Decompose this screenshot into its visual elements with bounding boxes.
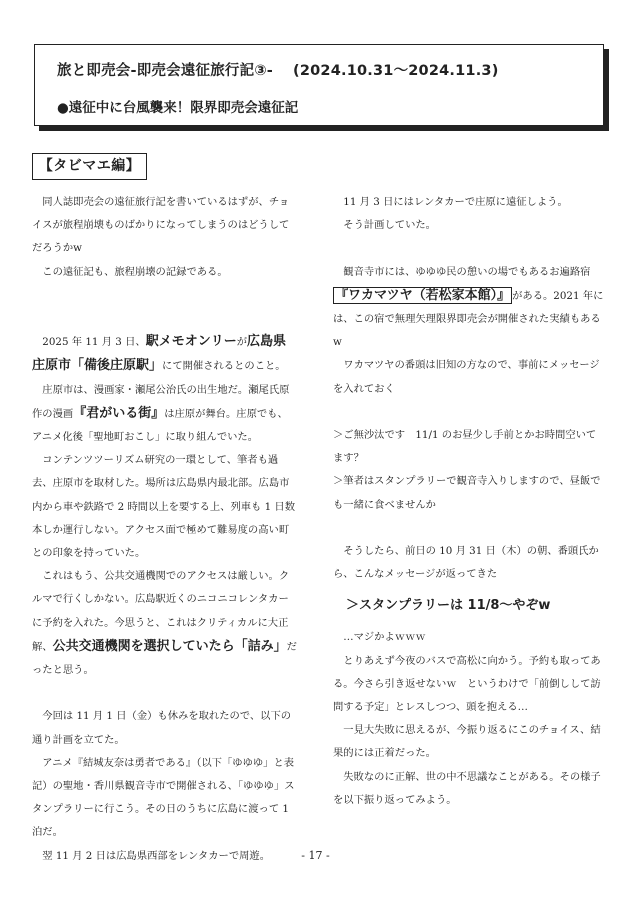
title-dates: (2024.10.31〜2024.11.3) — [293, 63, 499, 79]
emphasis-city: 広島県庄原市 — [32, 334, 287, 374]
paragraph: とりあえず今夜のバスで高松に向かう。予約も取ってある。今さら引き返せないｗ というわけで「前倒しして訪問する予定」とレスしつつ、頭を抱える… — [333, 654, 601, 714]
paragraph: コンテンツツーリズム研究の一環として、筆者も過去、庄原市を取材した。場所は広島県内最北部。広島市内から車や鉄路で 2 時間以上を要する上、列車も 1 日数本しか運行しない。アクセス面で極めて難易度の高い町との印象を持っていた。 — [32, 454, 296, 560]
paragraph: 11 月 3 日にはレンタカーで庄原に遠征しよう。 — [343, 196, 568, 208]
message-quote: ＞筆者はスタンプラリーで観音寺入りしますので、昼飯でも一緒に食べませんか — [333, 475, 601, 511]
paragraph: 翌 11 月 2 日は広島県西部をレンタカーで周遊。 — [42, 849, 271, 862]
emphasis-transit: 公共交通機関を選択していたら「詰み」 — [52, 638, 287, 654]
left-column — [32, 191, 298, 868]
reply-heading: ＞スタンプラリーは 11/8〜やぞw — [346, 598, 551, 614]
paragraph: これはもう、公共交通機関でのアクセスは厳しい。クルマで行くしかない。広島駅近くのニコニコレンタカーに予約を入れた。今思うと、これはクリティカルに大正解、公共交通機関を選択していたら「詰み」だったと思う。 — [32, 570, 297, 677]
page-number: - 17 - — [301, 849, 330, 862]
emphasis-manga: 『君がいる街』 — [73, 405, 165, 421]
emphasis-event: 駅メモオンリー — [145, 334, 237, 350]
paragraph: 庄原市は、漫画家・瀬尾公治氏の出生地だ。瀬尾氏原作の漫画『君がいる街』は庄原が舞台。庄原でも、アニメ化後「聖地町おこし」に取り組んでいた。 — [32, 383, 290, 444]
title-text: 旅と即売会-即売会遠征旅行記③- — [57, 63, 274, 79]
emphasis-inn: 『ワカマツヤ（若松家本館）』 — [335, 287, 511, 303]
paragraph: そう計画していた。 — [343, 219, 436, 232]
paragraph: …マジかよｗｗｗ — [343, 631, 426, 644]
paragraph: アニメ『結城友奈は勇者である』（以下「ゆゆゆ」と表記）の聖地・香川県観音寺市で開催される、「ゆゆゆ」スタンプラリーに行こう。その日のうちに広島に渡って 1 泊だ。 — [32, 756, 295, 839]
paragraph: 2025 年 11 月 3 日、駅メモオンリーが広島県庄原市「備後庄原駅」にて開催されるとのこと。 — [32, 334, 287, 374]
paragraph: 一見大失敗に思えるが、今振り返るにこのチョイス、結果的には正着だった。 — [333, 724, 601, 760]
paragraph: ワカマツヤの番頭は旧知の方なので、事前にメッセージを入れておく — [333, 359, 600, 395]
paragraph: 失敗なのに正解、世の中不思議なことがある。その様子を以下振り返ってみよう。 — [333, 770, 601, 806]
right-column — [333, 191, 605, 812]
header-box — [34, 44, 604, 126]
emphasis-station: 「備後庄原駅」 — [71, 358, 163, 374]
paragraph: 今回は 11 月 1 日（金）も休みを取れたので、以下の通り計画を立てた。 — [32, 710, 292, 746]
article-subtitle: ●遠征中に台風襲来！限界即売会遠征記 — [57, 100, 299, 116]
paragraph: 同人誌即売会の遠征旅行記を書いているはずが、チョイスが旅程崩壊ものばかりになってしまうのはどうしてだろうかw — [32, 196, 290, 255]
paragraph: そうしたら、前日の 10 月 31 日（木）の朝、番頭氏から、こんなメッセージが返ってきた — [333, 545, 599, 581]
article-title — [57, 59, 499, 80]
section-label: 【タビマエ編】 — [32, 153, 147, 180]
message-quote: ＞ご無沙汰です 11/1 のお昼少し手前とかお時間空いてます？ — [333, 429, 597, 465]
paragraph: この遠征記も、旅程崩壊の記録である。 — [42, 265, 228, 278]
paragraph: 観音寺市には、ゆゆゆ民の憩いの場でもあるお遍路宿『ワカマツヤ（若松家本館）』 がある。2021 年には、この宿で無理矢理限界即売会が開催された実績もあるw — [333, 265, 604, 349]
